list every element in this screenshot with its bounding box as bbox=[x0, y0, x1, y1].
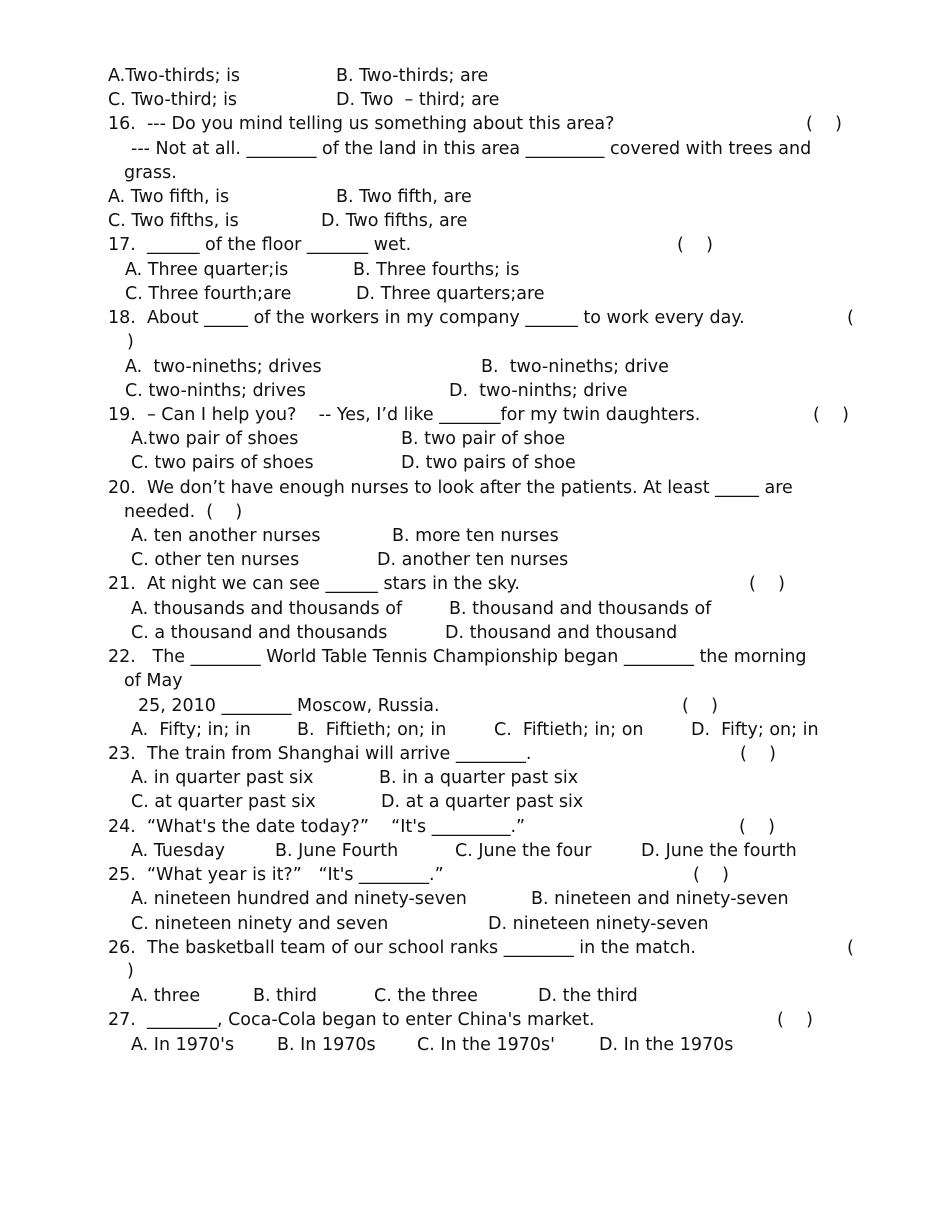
text-line-31-part-2: D. at a quarter past six bbox=[381, 792, 584, 812]
text-line-6-part-2: B. Two fifth, are bbox=[336, 187, 472, 207]
text-line-25-part-1: 22. The ________ World Table Tennis Championship began ________ the morning bbox=[108, 647, 807, 667]
text-line-41-part-2: B. In 1970s bbox=[277, 1035, 376, 1055]
text-line-23-part-2: B. thousand and thousands of bbox=[449, 599, 712, 619]
text-line-17-part-1: C. two pairs of shoes bbox=[131, 453, 314, 473]
text-line-36-part-2: D. nineteen ninety-seven bbox=[488, 914, 709, 934]
text-line-41-part-4: D. In the 1970s bbox=[599, 1035, 734, 1055]
text-line-33-part-4: D. June the fourth bbox=[641, 841, 797, 861]
text-line-10-part-2: D. Three quarters;are bbox=[356, 284, 545, 304]
text-line-29-part-1: 23. The train from Shanghai will arrive ________. bbox=[108, 744, 532, 764]
text-line-6-part-1: A. Two fifth, is bbox=[108, 187, 230, 207]
text-line-9-part-1: A. Three quarter;is bbox=[125, 260, 289, 280]
text-line-41-part-3: C. In the 1970s' bbox=[417, 1035, 555, 1055]
text-line-4-part-1: --- Not at all. ________ of the land in this area _________ covered with trees and bbox=[131, 139, 812, 159]
text-line-35-part-1: A. nineteen hundred and ninety-seven bbox=[131, 889, 467, 909]
text-line-33-part-3: C. June the four bbox=[455, 841, 592, 861]
text-line-9-part-2: B. Three fourths; is bbox=[353, 260, 520, 280]
text-line-39-part-1: A. three bbox=[131, 986, 201, 1006]
text-line-33-part-2: B. June Fourth bbox=[275, 841, 399, 861]
text-line-11-part-2: ( bbox=[847, 308, 854, 328]
text-line-21-part-1: C. other ten nurses bbox=[131, 550, 300, 570]
text-line-23-part-1: A. thousands and thousands of bbox=[131, 599, 403, 619]
text-line-18-part-1: 20. We don’t have enough nurses to look after the patients. At least _____ are bbox=[108, 478, 793, 498]
text-line-28-part-4: D. Fifty; on; in bbox=[691, 720, 819, 740]
text-line-22-part-2: ( ) bbox=[749, 574, 785, 594]
text-line-21-part-2: D. another ten nurses bbox=[377, 550, 569, 570]
text-line-40-part-2: ( ) bbox=[777, 1010, 813, 1030]
text-line-11-part-1: 18. About _____ of the workers in my company ______ to work every day. bbox=[108, 308, 745, 328]
text-line-32-part-1: 24. “What's the date today?” “It's _________.” bbox=[108, 817, 526, 837]
text-line-3-part-2: ( ) bbox=[806, 114, 842, 134]
text-line-24-part-2: D. thousand and thousand bbox=[445, 623, 678, 643]
text-line-38-part-1: ) bbox=[127, 961, 134, 981]
text-line-1-part-1: A.Two-thirds; is bbox=[108, 66, 241, 86]
text-line-36-part-1: C. nineteen ninety and seven bbox=[131, 914, 389, 934]
text-line-28-part-1: A. Fifty; in; in bbox=[131, 720, 251, 740]
text-line-16-part-1: A.two pair of shoes bbox=[131, 429, 299, 449]
text-line-17-part-2: D. two pairs of shoe bbox=[401, 453, 576, 473]
text-line-24-part-1: C. a thousand and thousands bbox=[131, 623, 388, 643]
text-line-28-part-3: C. Fiftieth; in; on bbox=[494, 720, 644, 740]
text-line-35-part-2: B. nineteen and ninety-seven bbox=[531, 889, 789, 909]
text-line-39-part-4: D. the third bbox=[538, 986, 638, 1006]
text-line-15-part-1: 19. – Can I help you? -- Yes, I’d like _______for my twin daughters. bbox=[108, 405, 701, 425]
text-line-31-part-1: C. at quarter past six bbox=[131, 792, 316, 812]
text-line-2-part-2: D. Two – third; are bbox=[336, 90, 500, 110]
text-line-37-part-1: 26. The basketball team of our school ranks ________ in the match. bbox=[108, 938, 696, 958]
text-line-28-part-2: B. Fiftieth; on; in bbox=[297, 720, 447, 740]
text-line-14-part-1: C. two-ninths; drives bbox=[125, 381, 306, 401]
text-line-27-part-2: ( ) bbox=[682, 696, 718, 716]
text-line-22-part-1: 21. At night we can see ______ stars in the sky. bbox=[108, 574, 520, 594]
text-line-34-part-1: 25. “What year is it?” “It's ________.” bbox=[108, 865, 444, 885]
text-line-20-part-2: B. more ten nurses bbox=[392, 526, 559, 546]
text-line-32-part-2: ( ) bbox=[739, 817, 775, 837]
text-line-20-part-1: A. ten another nurses bbox=[131, 526, 321, 546]
text-line-10-part-1: C. Three fourth;are bbox=[125, 284, 292, 304]
text-line-40-part-1: 27. ________, Coca-Cola began to enter China's market. bbox=[108, 1010, 595, 1030]
text-line-1-part-2: B. Two-thirds; are bbox=[336, 66, 489, 86]
text-line-2-part-1: C. Two-third; is bbox=[108, 90, 238, 110]
text-line-7-part-1: C. Two fifths, is bbox=[108, 211, 239, 231]
text-line-8-part-2: ( ) bbox=[677, 235, 713, 255]
text-line-8-part-1: 17. ______ of the floor _______ wet. bbox=[108, 235, 412, 255]
text-line-27-part-1: 25, 2010 ________ Moscow, Russia. bbox=[138, 696, 440, 716]
text-line-5-part-1: grass. bbox=[124, 163, 177, 183]
text-line-19-part-1: needed. ( ) bbox=[124, 502, 243, 522]
text-line-33-part-1: A. Tuesday bbox=[131, 841, 225, 861]
text-line-13-part-1: A. two-nineths; drives bbox=[125, 357, 322, 377]
text-line-15-part-2: ( ) bbox=[813, 405, 849, 425]
text-line-3-part-1: 16. --- Do you mind telling us something about this area? bbox=[108, 114, 615, 134]
text-line-39-part-2: B. third bbox=[253, 986, 317, 1006]
text-line-7-part-2: D. Two fifths, are bbox=[321, 211, 468, 231]
text-line-14-part-2: D. two-ninths; drive bbox=[449, 381, 628, 401]
text-line-34-part-2: ( ) bbox=[693, 865, 729, 885]
text-line-30-part-2: B. in a quarter past six bbox=[379, 768, 579, 788]
text-line-12-part-1: ) bbox=[127, 332, 134, 352]
text-line-29-part-2: ( ) bbox=[740, 744, 776, 764]
text-line-13-part-2: B. two-nineths; drive bbox=[481, 357, 669, 377]
text-line-30-part-1: A. in quarter past six bbox=[131, 768, 314, 788]
text-line-39-part-3: C. the three bbox=[374, 986, 478, 1006]
text-line-16-part-2: B. two pair of shoe bbox=[401, 429, 566, 449]
text-line-41-part-1: A. In 1970's bbox=[131, 1035, 235, 1055]
text-line-37-part-2: ( bbox=[847, 938, 854, 958]
text-line-26-part-1: of May bbox=[124, 671, 183, 691]
